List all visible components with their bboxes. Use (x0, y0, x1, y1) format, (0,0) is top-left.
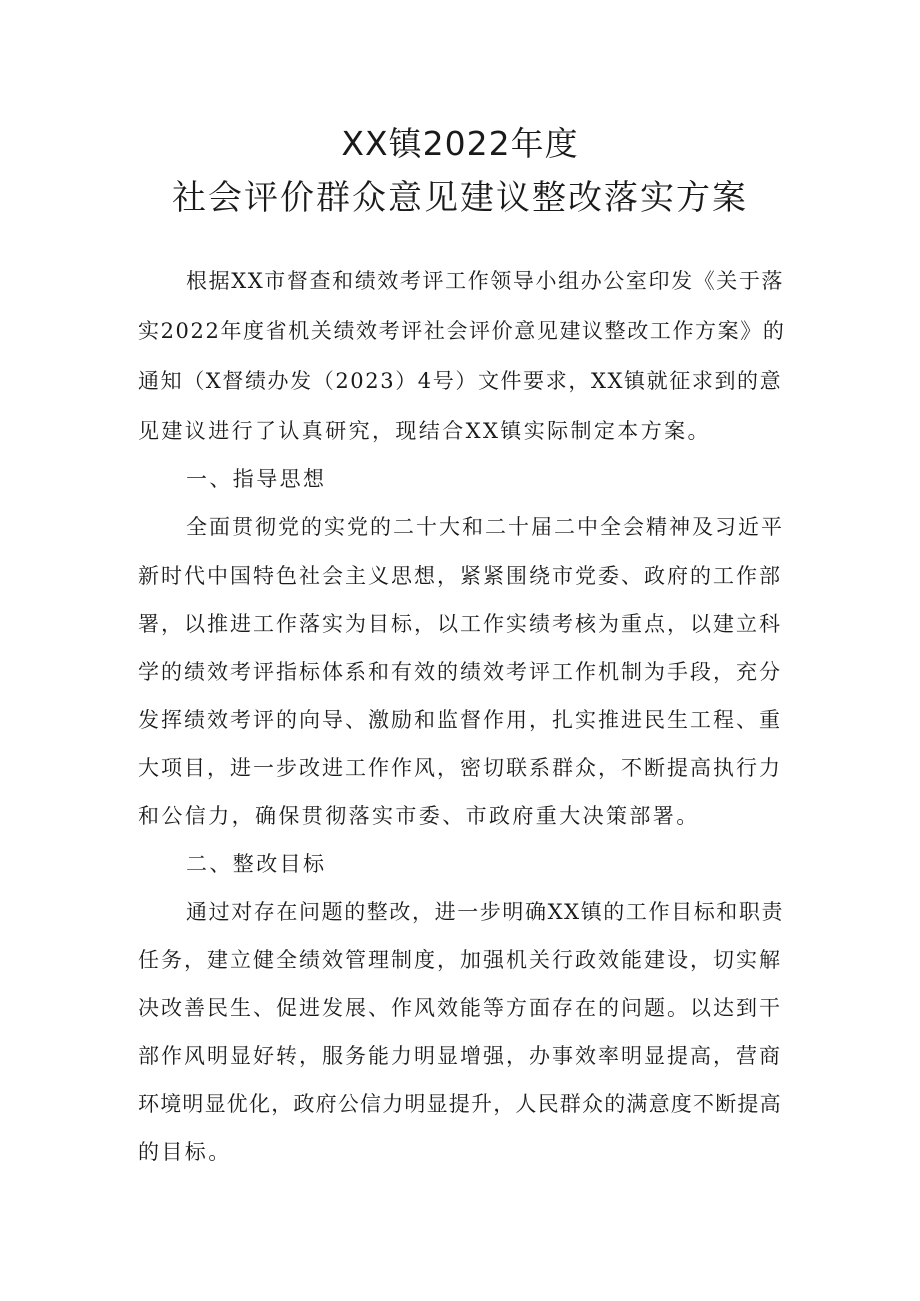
paragraph-line: 发挥绩效考评的向导、激励和监督作用，扎实推进民生工程、重 (138, 708, 782, 732)
paragraph-line: 和公信力，确保贯彻落实市委、市政府重大决策部署。 (138, 804, 700, 828)
section-heading-1: 一、指导思想 (186, 467, 327, 491)
paragraph-line: 根据XX市督查和绩效考评工作领导小组办公室印发《关于落 (186, 269, 785, 293)
paragraph-line: 新时代中国特色社会主义思想，紧紧围绕市党委、政府的工作部 (138, 564, 782, 588)
document-title-line2: 社会评价群众意见建议整改落实方案 (172, 178, 748, 218)
section-heading-2: 二、整改目标 (186, 852, 327, 876)
paragraph-line: 决改善民生、促进发展、作风效能等方面存在的问题。以达到干 (138, 996, 782, 1020)
paragraph-line: 的目标。 (138, 1140, 232, 1164)
document-title-line1: XX镇2022年度 (341, 124, 579, 163)
paragraph-line: 全面贯彻党的实党的二十大和二十届二中全会精神及习近平 (186, 515, 784, 539)
paragraph-line: 实2022年度省机关绩效考评社会评价意见建议整改工作方案》的 (138, 319, 786, 343)
paragraph-line: 见建议进行了认真研究，现结合XX镇实际制定本方案。 (138, 419, 711, 443)
paragraph-line: 任务，建立健全绩效管理制度，加强机关行政效能建设，切实解 (138, 948, 782, 972)
paragraph-line: 学的绩效考评指标体系和有效的绩效考评工作机制为手段，充分 (138, 660, 782, 684)
paragraph-line: 通过对存在问题的整改，进一步明确XX镇的工作目标和职责 (186, 900, 785, 924)
paragraph-line: 署，以推进工作落实为目标，以工作实绩考核为重点，以建立科 (138, 612, 782, 636)
paragraph-line: 大项目，进一步改进工作作风，密切联系群众，不断提高执行力 (138, 756, 782, 780)
paragraph-line: 通知（X督绩办发（2023）4号）文件要求，XX镇就征求到的意 (138, 369, 783, 393)
paragraph-line: 部作风明显好转，服务能力明显增强，办事效率明显提高，营商 (138, 1044, 782, 1068)
paragraph-line: 环境明显优化，政府公信力明显提升，人民群众的满意度不断提高 (138, 1092, 782, 1116)
